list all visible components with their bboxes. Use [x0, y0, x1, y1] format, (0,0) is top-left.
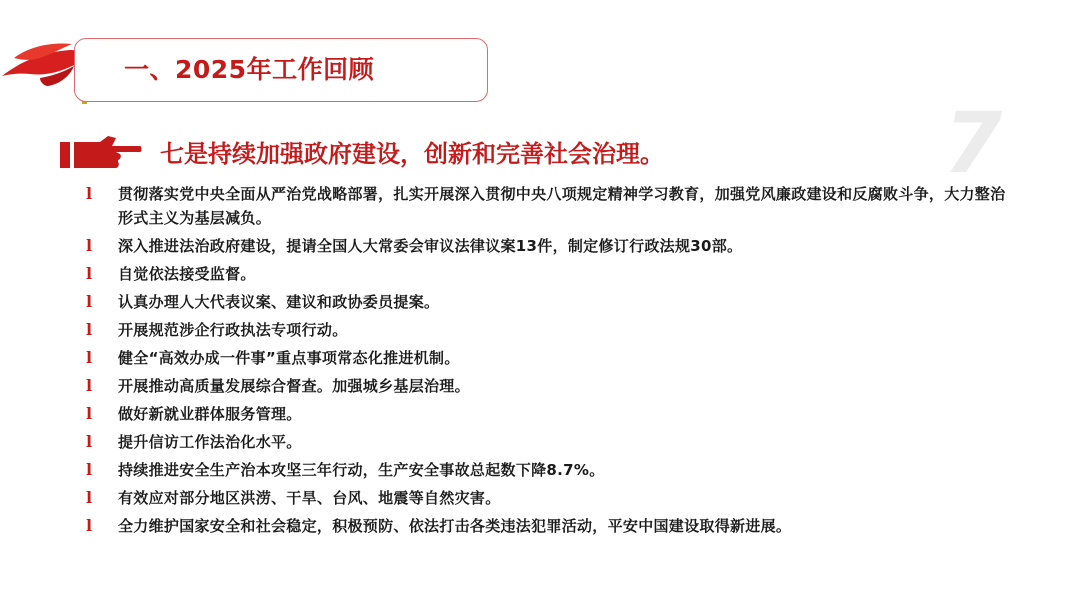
list-item-text: 提升信访工作法治化水平。 [118, 433, 302, 451]
bullet-marker: l [86, 292, 93, 311]
bullet-marker: l [86, 432, 93, 451]
list-item-text: 贯彻落实党中央全面从严治党战略部署，扎实开展深入贯彻中央八项规定精神学习教育，加强党风廉政建设和反腐败斗争，大力整治形式主义为基层减负。 [118, 185, 1006, 227]
bullet-marker: l [86, 184, 93, 203]
point-heading: 七是持续加强政府建设，创新和完善社会治理。 [160, 140, 664, 168]
bullet-list [86, 182, 1016, 542]
list-item [86, 234, 1016, 258]
list-item-text: 全力维护国家安全和社会稳定，积极预防、依法打击各类违法犯罪活动，平安中国建设取得新进展。 [118, 517, 792, 535]
list-item-text: 自觉依法接受监督。 [118, 265, 256, 283]
page-number: 7 [943, 94, 1003, 192]
list-item [86, 318, 1016, 342]
list-item-text: 开展推动高质量发展综合督查。加强城乡基层治理。 [118, 377, 470, 395]
list-item-text: 深入推进法治政府建设，提请全国人大常委会审议法律议案13件，制定修订行政法规30部。 [118, 237, 743, 255]
list-item [86, 458, 1016, 482]
list-item-text: 开展规范涉企行政执法专项行动。 [118, 321, 348, 339]
list-item-text: 有效应对部分地区洪涝、干旱、台风、地震等自然灾害。 [118, 489, 501, 507]
bullet-marker: l [86, 488, 93, 507]
list-item [86, 430, 1016, 454]
list-item-text: 健全“高效办成一件事”重点事项常态化推进机制。 [118, 349, 460, 367]
list-item-text: 认真办理人大代表议案、建议和政协委员提案。 [118, 293, 440, 311]
list-item [86, 374, 1016, 398]
list-item-text: 做好新就业群体服务管理。 [118, 405, 302, 423]
list-item [86, 182, 1016, 230]
list-item [86, 514, 1016, 538]
bullet-marker: l [86, 236, 93, 255]
section-title: 一、2025年工作回顾 [124, 55, 375, 84]
bullet-marker: l [86, 516, 93, 535]
bullet-marker: l [86, 460, 93, 479]
bullet-marker: l [86, 320, 93, 339]
list-item [86, 402, 1016, 426]
list-item [86, 346, 1016, 370]
list-item [86, 486, 1016, 510]
bullet-marker: l [86, 376, 93, 395]
bullet-marker: l [86, 264, 93, 283]
list-item [86, 290, 1016, 314]
bullet-marker: l [86, 404, 93, 423]
list-item [86, 262, 1016, 286]
bullet-marker: l [86, 348, 93, 367]
pointing-hand-icon [60, 132, 142, 172]
list-item-text: 持续推进安全生产治本攻坚三年行动，生产安全事故总起数下降8.7%。 [118, 461, 605, 479]
